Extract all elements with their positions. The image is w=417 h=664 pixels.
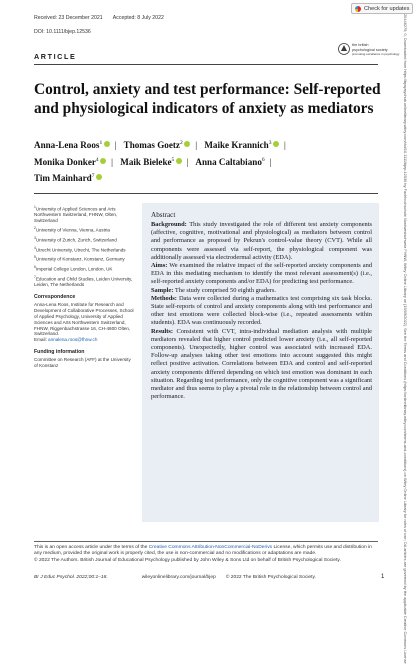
abstract-section-text: This study investigated the role of different test anxiety components (affective, cognitive, motivational and physiological) as mediators between control and performance as proposed by Pekrun's control-value theory (CVT). While all components were assessed via self-report, the physiological component was additionally assessed via electrodermal activity (EDA). (151, 221, 372, 261)
divider (34, 541, 378, 542)
affiliation-text: University of Zurich, Zurich, Switzerland (35, 237, 117, 243)
affiliation-sup: 6 (34, 264, 36, 269)
abstract-section-text: Data were collected during a mathematics test comprising six task blocks. State self-reports of control and anxiety components along with test performance and other test emotions were collected block-wise (i.e., repeated assessments within students). EDA was continuously recorded. (151, 294, 372, 327)
author[interactable] (204, 140, 279, 150)
abstract-section (151, 262, 372, 287)
article-title: Control, anxiety and test performance: Self-reported and physiological indicators of anxiety as mediators (34, 81, 381, 117)
download-notice: 20448279, 0, Downloaded from https://bpspsychub.onlinelibrary.wiley.com/doi/10.1111/bjep.12536 by Fachhochschule Nordwestschweiz FHNW, Wiley Online Library on [19/09/2022]. See the Terms and Conditions (https://onlinelibrary.wiley.com/terms-and-conditions) on Wiley Online Library for rules of use; OA articles are governed by the applicable Creative Commons License (403, 14, 408, 664)
license-link[interactable]: Creative Commons Attribution-NonCommercial-NoDerivs (148, 545, 273, 550)
author-name: Tim Mainhard (34, 173, 92, 184)
logo-line: the british (352, 43, 369, 47)
affiliation-sup: 2 (34, 226, 36, 231)
page-number: 1 (381, 574, 385, 580)
separator: | (283, 140, 286, 151)
author-name: Maike Krannich (204, 140, 269, 151)
author[interactable] (120, 157, 182, 167)
author[interactable] (124, 140, 191, 150)
logo-line: psychological society (352, 47, 388, 52)
affiliation-text: Education and Child Studies, Leiden University, Leiden, The Netherlands (34, 276, 133, 287)
email-link[interactable]: annalena.roos@fhnw.ch (48, 337, 98, 343)
abstract-section (151, 328, 372, 402)
affiliation-text: Utrecht University, Utrecht, The Netherlands (35, 247, 126, 253)
abstract-section-label: Sample: (151, 286, 174, 294)
abstract-section-text: The study comprised 50 eighth graders. (174, 286, 277, 294)
logo-line: promoting excellence in psychology (352, 52, 400, 57)
author-name: Monika Donker (34, 156, 96, 167)
section-label: ARTICLE (34, 52, 77, 61)
author-sup: 7 (91, 173, 95, 180)
crossmark-icon (355, 6, 361, 12)
abstract-section-label: Results: (151, 327, 174, 335)
affiliation-sup: 7 (34, 274, 36, 279)
bps-logo-text (352, 43, 399, 57)
author-sup: 4 (95, 156, 99, 163)
author-name: Thomas Goetz (123, 140, 180, 151)
abstract-section (151, 221, 372, 262)
doi[interactable]: DOI: 10.1111/bjep.12536 (34, 29, 91, 35)
affiliation-text: University of Vienna, Vienna, Austria (35, 227, 110, 233)
abstract-box (142, 203, 379, 522)
author[interactable] (34, 140, 110, 150)
received-date: Received: 23 December 2021 (34, 15, 103, 21)
author[interactable] (195, 157, 264, 167)
author-sup: 3 (268, 140, 272, 146)
divider (34, 193, 378, 194)
abstract-section-label: Background: (151, 221, 187, 228)
copyright: © 2022 The Authors. British Journal of Educational Psychology published by John Wiley & Sons Ltd on behalf of British Psychological Society. (34, 557, 341, 563)
affiliation-sup: 1 (34, 205, 36, 209)
author-name: Anna Caltabiano (195, 156, 262, 167)
author-name: Anna-Lena Roos (34, 140, 100, 151)
affiliation (34, 275, 134, 288)
separator: | (195, 140, 198, 151)
separator: | (111, 156, 113, 167)
email-label: Email: (34, 337, 47, 343)
funding-heading: Funding information (34, 349, 85, 356)
author-sup: 5 (171, 156, 175, 163)
abstract-section-text: We examined the relative impact of the self-reported anxiety components and EDA in this mediating mechanism to identify the most relevant assessment(s) (i.e., self-reported anxiety components and/or EDA) for predicting test performance. (151, 262, 372, 286)
license-pre: This is an open access article under the terms of the (34, 545, 148, 550)
affiliation-sup: 5 (34, 255, 36, 260)
abstract-section (151, 295, 372, 328)
author-sup: 2 (179, 140, 183, 146)
footer-bar (34, 575, 380, 580)
abstract-section-text: Consistent with CVT, intra-individual mediation analysis with multiple mediators revealed that higher control predicted lower anxiety (i.e., all self-reported components). Unexpectedly, higher control was associated with increased EDA. Follow-up analyses taking other test emotions into account suggested this might reflect positive activation. Correlations between EDA and control and self-reported anxiety components differed depending on which test emotion was dominant in each situation. Regarding test performance, only the cognitive component was a significant mediator and thus seems to play a pivotal role in the relationship between control and performance. (151, 327, 372, 401)
abstract-section-label: Methods: (151, 294, 177, 302)
separator: | (269, 156, 272, 167)
funding-text: Committee on Research (AFF) at the University of Konstanz (34, 357, 131, 369)
abstract-section-label: Aims: (151, 262, 168, 270)
affiliation (34, 265, 134, 272)
check-for-updates-badge[interactable] (351, 3, 413, 14)
affiliation (34, 226, 134, 233)
separator: | (114, 140, 117, 151)
affiliation-sup: 3 (34, 236, 36, 241)
license-text (34, 545, 380, 564)
author-sup: 6 (261, 156, 265, 163)
society-copyright: © 2022 The British Psychological Society. (225, 575, 316, 580)
separator: | (186, 156, 189, 167)
author-sup: 1 (99, 140, 103, 146)
orcid-icon[interactable] (184, 141, 190, 147)
author[interactable] (34, 173, 102, 183)
correspondence-text (34, 302, 134, 343)
badge-label: Check for updates (364, 5, 410, 12)
orcid-icon[interactable] (100, 158, 106, 164)
accepted-date: Accepted: 8 July 2022 (112, 15, 164, 21)
affiliation (34, 255, 134, 262)
author[interactable] (34, 157, 106, 167)
journal-citation: Br J Educ Psychol. 2022;00:1–18. (34, 575, 108, 580)
affiliation-sup: 4 (34, 245, 36, 250)
article-dates (34, 15, 173, 21)
abstract-title: Abstract (151, 211, 176, 219)
affiliation-text: University of Applied Sciences and Arts Northwestern Switzerland, FHNW, Olten, Switzerland (34, 206, 118, 224)
affiliation (34, 205, 134, 224)
orcid-icon[interactable] (96, 174, 102, 180)
correspondence-address: Anna-Lena Roos, Institute for Research and Development of Collaborative Processes, School of Applied Psychology, University of Applied Sciences and Arts Northwestern Switzerland, FHNW, Riggenbachstrasse 16, CH-4600 Olten, Switzerland. (34, 301, 134, 337)
author-list (34, 136, 384, 186)
affiliations-column (34, 205, 134, 369)
affiliation (34, 246, 134, 253)
orcid-icon[interactable] (273, 141, 279, 147)
affiliation-text: University of Konstanz, Konstanz, Germany (35, 256, 125, 262)
affiliation-text: Imperial College London, London, UK (35, 266, 113, 272)
affiliation (34, 236, 134, 243)
orcid-icon[interactable] (176, 158, 182, 164)
author-name: Maik Bieleke (120, 156, 172, 167)
correspondence-heading: Correspondence (34, 293, 76, 300)
license-post: License, which permits use and distribution in any medium, provided the original work is properly cited, the use is non-commercial and no modifications or adaptations are made. (34, 545, 372, 557)
divider (34, 64, 378, 65)
abstract-section (151, 287, 372, 295)
journal-url[interactable]: wileyonlinelibrary.com/journal/bjep (141, 575, 216, 580)
orcid-icon[interactable] (104, 141, 110, 147)
